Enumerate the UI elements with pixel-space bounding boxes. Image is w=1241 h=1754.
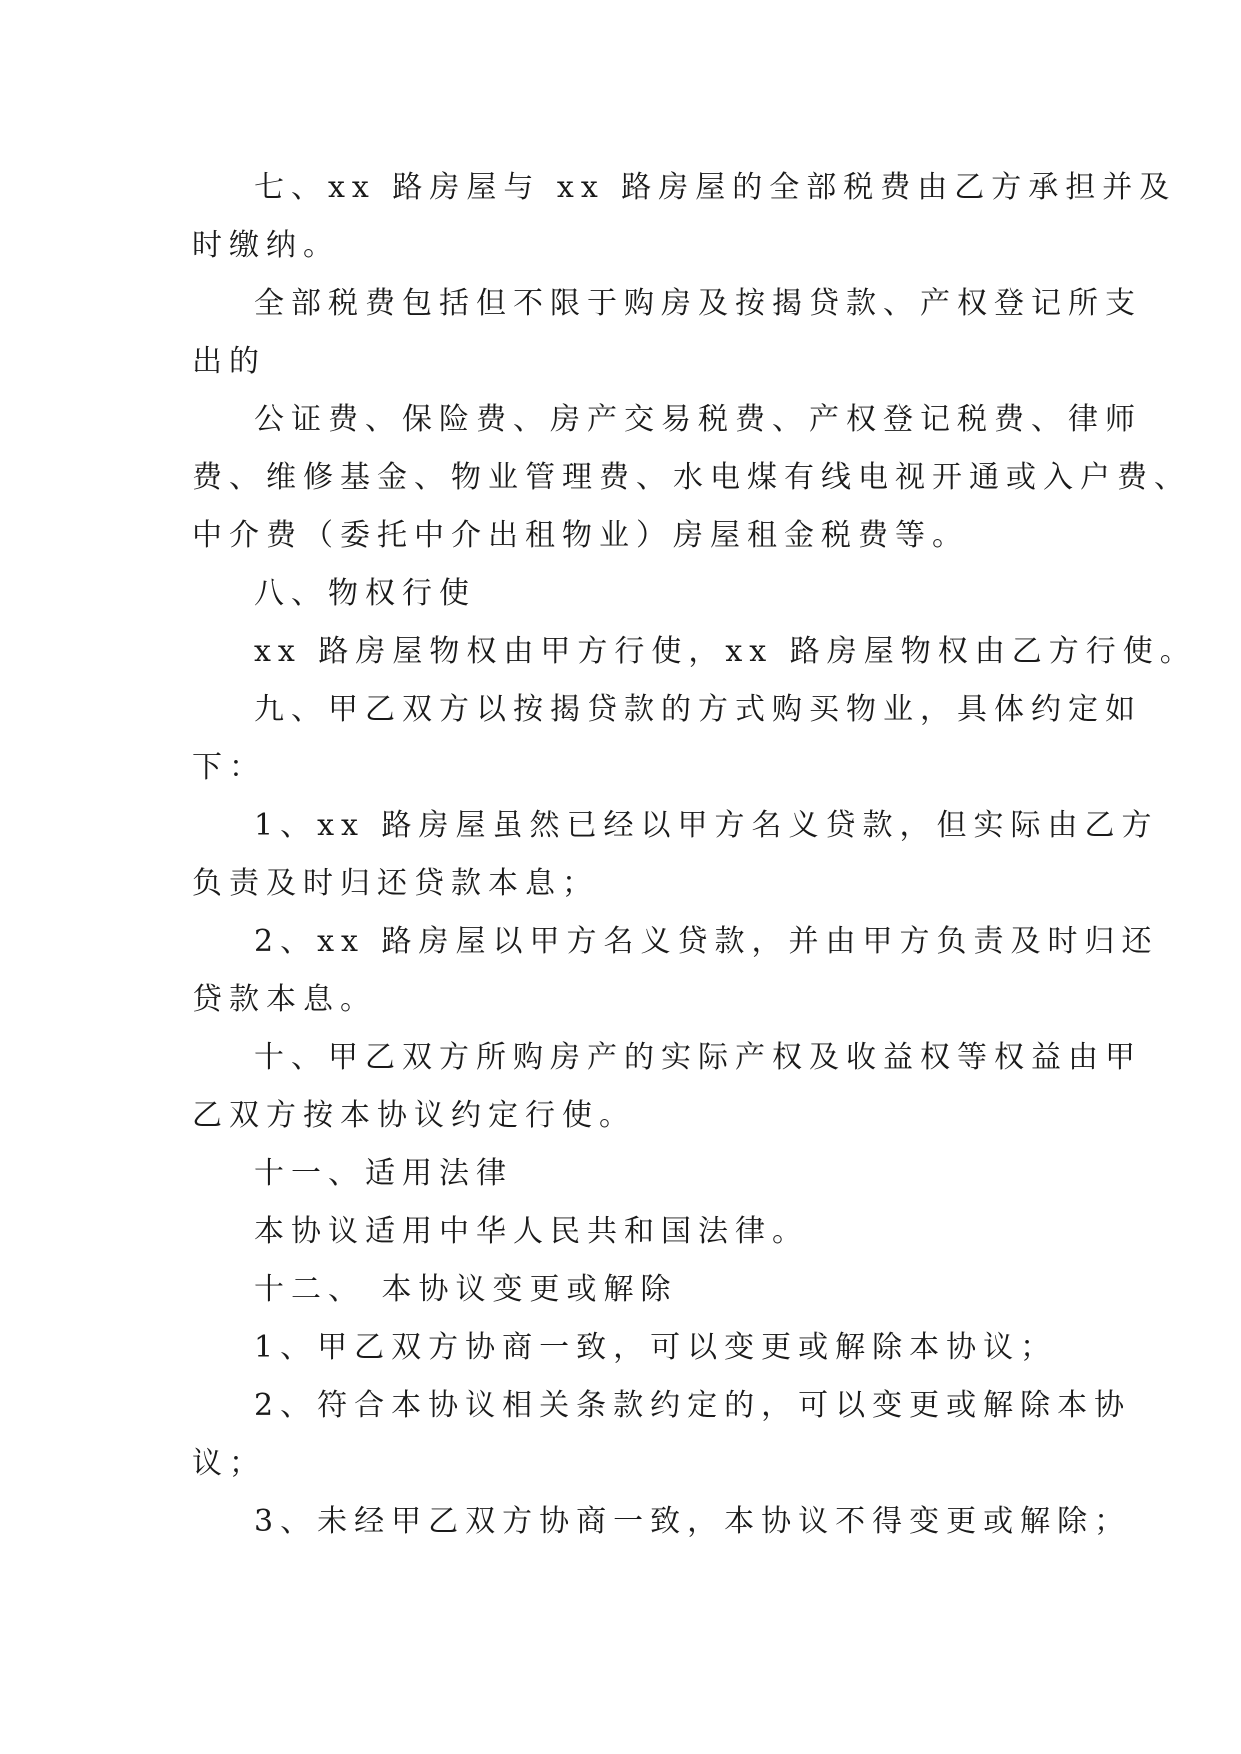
text-line: xx 路房屋物权由甲方行使，xx 路房屋物权由乙方行使。 xyxy=(254,634,1197,669)
text-line: 下： xyxy=(192,750,266,785)
text-line: 2、xx 路房屋以甲方名义贷款，并由甲方负责及时归还 xyxy=(254,924,1159,959)
text-line: 本协议适用中华人民共和国法律。 xyxy=(254,1214,809,1249)
text-line: 乙双方按本协议约定行使。 xyxy=(192,1098,636,1133)
text-line: 议； xyxy=(192,1446,266,1481)
text-line: 出的 xyxy=(192,344,266,379)
section-heading: 八、物权行使 xyxy=(254,576,476,611)
text-line: 2、符合本协议相关条款约定的，可以变更或解除本协 xyxy=(254,1388,1132,1423)
text-line: 贷款本息。 xyxy=(192,982,377,1017)
text-line: 全部税费包括但不限于购房及按揭贷款、产权登记所支 xyxy=(254,286,1142,321)
section-heading: 十二、 本协议变更或解除 xyxy=(254,1272,678,1307)
text-line: 时缴纳。 xyxy=(192,228,340,263)
text-line: 公证费、保险费、房产交易税费、产权登记税费、律师 xyxy=(254,402,1142,437)
text-line: 七、xx 路房屋与 xx 路房屋的全部税费由乙方承担并及 xyxy=(254,170,1177,205)
text-line: 十、甲乙双方所购房产的实际产权及收益权等权益由甲 xyxy=(254,1040,1142,1075)
text-line: 九、甲乙双方以按揭贷款的方式购买物业，具体约定如 xyxy=(254,692,1142,727)
section-heading: 十一、适用法律 xyxy=(254,1156,513,1191)
text-line: 费、维修基金、物业管理费、水电煤有线电视开通或入户费、 xyxy=(192,460,1191,495)
text-line: 负责及时归还贷款本息； xyxy=(192,866,599,901)
text-line: 3、未经甲乙双方协商一致，本协议不得变更或解除； xyxy=(254,1504,1132,1539)
text-line: 1、xx 路房屋虽然已经以甲方名义贷款，但实际由乙方 xyxy=(254,808,1159,843)
text-line: 中介费（委托中介出租物业）房屋租金税费等。 xyxy=(192,518,969,553)
text-line: 1、甲乙双方协商一致，可以变更或解除本协议； xyxy=(254,1330,1058,1365)
